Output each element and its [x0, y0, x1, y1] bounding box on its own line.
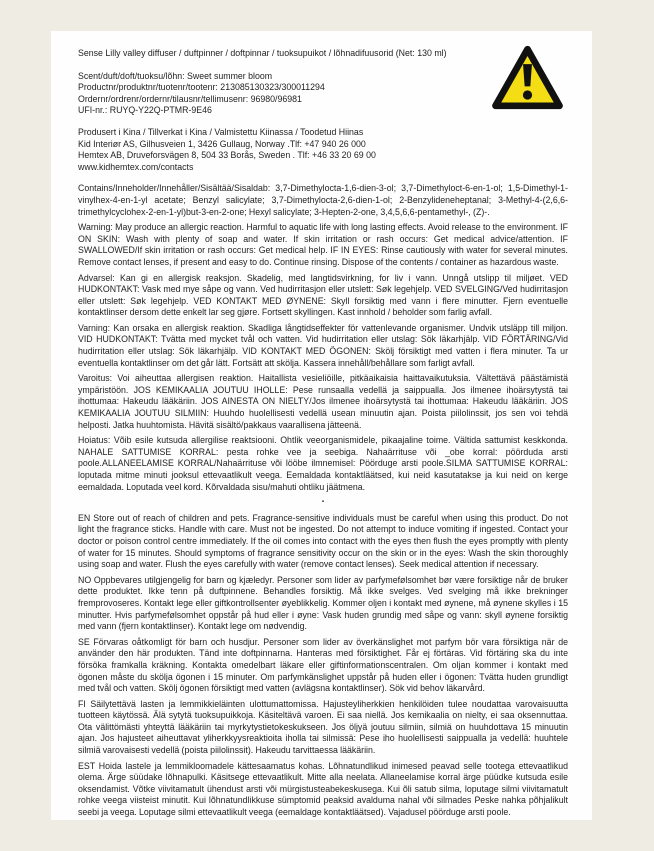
- product-number-line: Productnr/produktnr/tuotenr/tootenr: 213085130323/300011294: [78, 82, 325, 93]
- order-number-line: Ordernr/ordrenr/ordernr/tilausnr/tellimusenr: 96980/96981: [78, 93, 302, 104]
- usage-forvaras-se-paragraph: SE Förvaras oåtkomligt för barn och husdjur. Personer som lider av överkänslighet mot parfym bör vara försiktiga när de använder den här produkten. Tänd inte doftpinnarna. Hanteras med försiktighet. Får ej förtäras. Vid förtäring ska du inte försöka framkalla kräkning. Kontakta omedelbart läkare eller giftinformationscentralen. Om oljan kommer i kontakt med ögonen måste du skölja ögonen i 15 minuter. Om parfymkänslighet uppstår på huden eller i ögonen: Tvätta huden grundligt med tvål och vatten. Skölj ögonen försiktigt med vatten (avlägsna kontaktlinser). Sök vid behov läkarvård.: [78, 636, 568, 694]
- warning-triangle-icon: [489, 44, 566, 111]
- separator-dot: ▪: [321, 499, 325, 506]
- hazard-hoiatus-est-paragraph: Hoiatus: Võib esile kutsuda allergilise reaktsiooni. Ohtlik veeorganismidele, pikaajaline toime. Vältida sattumist keskkonda. NAHALE SATTUMISE KORRAL: pesta rohke vee ja seebiga. Nahaärrituse või _obe korral: pöörduda arsti poole.ALLANEELAMISE KORRAL/Nahaärrituse või lööbe ilmnemisel: Pöörduge arsti poole.SILMA SATTUMISE KORRAL: loputada mitme minuti jooksul ettevaatlikult veega. Eemaldada kontaktläätsed, kui neid kasutatakse ja kui neid on kerge eemaldada. Loputada veel kord. Kõrvaldada sisu/mahuti ohtliku jäätmena.: [78, 435, 568, 492]
- usage-hoida-est-paragraph: EST Hoida lastele ja lemmikloomadele kättesaamatus kohas. Lõhnatundlikud inimesed peavad selle tootega ettevaatlikud olema. Ärge süüdake lõhnapulki. Käsitsege ettevaatlikult. Mitte alla neelata. Allaneelamise korral ärge püüdke kutsuda esile oksendamist. Võtke viivitamatult ühendust arsti või mürgistusteabekeskusega. Kui õli satub silma, loputage silmi viivitamatult rohke veega viisteist minutit. Kui lõhnatundlikkuse sümptomid peaksid avalduma nahal või silmades Peske nahka põhjalikult seebi ja veega. Loputage silmi ettevaatlikult veega (eemaldage kontaktläätsed). Vajadusel pöörduge arsti poole.: [78, 760, 568, 818]
- ufi-number-line: UFI-nr.: RUYQ-Y22Q-PTMR-9E46: [78, 105, 212, 116]
- hazard-varning-se-paragraph: Varning: Kan orsaka en allergisk reaktion. Skadliga långtidseffekter för vattenlevande organismer. Undvik utsläpp till miljon. VID HUDKONTAKT: Tvätta med mycket tvål och vatten. Vid hudirritation eller utslag: Sök läkarhjälp. VID FÖRTÄRING/Vid hudirritation eller utslag: Sök läkarhjälp. VID KONTAKT MED ÖGONEN: Skölj försiktigt med vatten i flera minuter. Ta ur eventuella kontaktlinser om det går lätt. Fortsätt att skölja. Kassera innehåll/behållare som farligt avfall.: [78, 322, 568, 368]
- usage-oppbevares-no-paragraph: NO Oppbevares utilgjengelig for barn og kjæledyr. Personer som lider av parfymefølsomhet bør være forsiktige når de bruker dette produktet. Ikke tenn på duftpinnene. Behandles forsiktig. Må ikke svelges. Ved svelging må ikke brekninger fremprovoseres. Kontakt lege eller giftkontrollsenter øyeblikkelig. Kommer oljen i kontakt med øynene, må øynene skylles i 15 minutter. Hvis parfymefølsomhet oppstår på hud eller i øyne: Vask huden grundig med såpe og vann: skyll øynene forsiktig med vann (fjern kontaktlinser). Kontakt lege om nødvendig.: [78, 574, 568, 632]
- scent-line: Scent/duft/doft/tuoksu/lõhn: Sweet summer bloom: [78, 70, 273, 81]
- product-title: Sense Lilly valley diffuser / duftpinner / doftpinnar / tuoksupuikot / lõhnadifuusorid (Net: 130 ml): [78, 48, 447, 58]
- contains-ingredients-paragraph: Contains/Inneholder/Innehåller/Sisältää/Sisaldab: 3,7-Dimethylocta-1,6-dien-3-ol; 3,7-Dimethyloct-6-en-1-ol; 1,5-Dimethyl-1-vinylhex-4-en-1-yl acetate; Benzyl salicylate; 3,7-Dimethylocta-2,6-dien-1-ol; 2-Benzylideneheptanal; 3-Methyl-4-(2,6,6-trimethylcyclohex-2-en-1-yl)but-3-en-2-one; Hexyl salicylate; 3-Hepten-2-one, 3,4,5,6,6-pentamethyl-, (Z)-.: [78, 183, 568, 217]
- norway-address-line: Kid Interiør AS, Gilhusveien 1, 3426 Gullaug, Norway .Tlf: +47 940 26 000: [78, 138, 366, 149]
- hazard-varoitus-fi-paragraph: Varoitus: Voi aiheuttaa allergisen reaktion. Haitallista vesieliöille, pitkäaikaisia haittavaikutuksia. Vältettävä päästämistä ympäristöön. JOS KEMIKAALIA JOUTUU IHOLLE: Pese runsaalla vedellä ja saippualla. Jos ilmenee ihoärsytystä tai ihottumaa: Hakeudu lääkäriin. JOS AINESTA ON NIELTY/Jos ilmenee ihoärsytystä tai ihottumaa: Hakeudu lääkäriin. JOS KEMIKAALIA JOUTUU SILMIIN: Huuhdo huolellisesti vedellä usean minuutin ajan. Poista piilolinssit, jos sen voi tehdä helposti. Jatka huuhtomista. Hävitä sisältö/pakkaus vaarallisena jätteenä.: [78, 373, 568, 430]
- usage-sailytettava-fi-paragraph: FI Säilytettävä lasten ja lemmikkieläinten ulottumattomissa. Hajusteyliherkkien henkilöiden tulee noudattaa varovaisuutta tuotteen käytössä. Älä sytytä tuoksupuikkoja. Käsiteltävä varoen. Ei saa niellä. Jos kemikaalia on nielty, ei saa oksennuttaa. Ota välittömästi yhteyttä lääkäriin tai myrkytystietokeskukseen. Jos öljyä joutuu silmiin, silmiä on huuhdottava 15 minuutin ajan. Jos hajusteet aiheuttavat yliherkkyysreaktioita iholla tai silmissä: Pese iho huolellisesti saippualla ja vedellä: huuhtele silmiä varovaisesti vedellä (poista piilolinssit). Hakeudu tarvittaessa lääkäriin.: [78, 698, 568, 756]
- origin-line: Produsert i Kina / Tillverkat i Kina / Valmistettu Kiinassa / Toodetud Hiinas: [78, 126, 364, 137]
- usage-store-en-paragraph: EN Store out of reach of children and pets. Fragrance-sensitive individuals must be careful when using this product. Do not light the fragrance sticks. Handle with care. Must not be ingested. Do not attempt to induce vomiting if ingested. Contact your doctor or poison control centre immediately. If the oil comes into contact with the eyes then flush the eyes promptly with plenty of water for 15 minutes. Should symptoms of fragrance sensitivity occur on the skin or in the eyes: Wash the skin thoroughly using soap and water. Flush the eyes carefully with water (remove contact lenses). Seek medical attention if necessary.: [78, 512, 568, 570]
- hazard-warning-en-paragraph: Warning: May produce an allergic reaction. Harmful to aquatic life with long lasting effects. Avoid release to the environment. IF ON SKIN: Wash with plenty of soap and water. If skin irritation or rash occurs: Get medical advice/attention. IF SWALLOWED/If skin irritation or rash occurs: Get medical help. IF IN EYES: Rinse cautiously with water for several minutes. Remove contact lenses, if present and easy to do. Continue rinsing. Dispose of the contents / container as hazardous waste.: [78, 222, 568, 267]
- contact-url: www.kidhemtex.com/contacts: [78, 161, 194, 172]
- sweden-address-line: Hemtex AB, Druveforsvägen 8, 504 33 Borås, Sweden . Tlf: +46 33 20 69 00: [78, 150, 376, 161]
- hazard-advarsel-no-paragraph: Advarsel: Kan gi en allergisk reaksjon. Skadelig, med langtidsvirkning, for liv i vann. Unngå utslipp til miljøet. VED HUDKONTAKT: Vask med mye såpe og vann. Ved hudirritasjon eller utslett: Søk legehjelp. VED SVELGING/Ved hudirritasjon eller utslett: Søk legehjelp. VED KONTAKT MED ØYNENE: Skyll forsiktig med vann i flere minutter. Fjern eventuelle kontaktlinser dersom dette enkelt lar seg gjøre. Fortsett skyllingen. Kast innhold / beholder som farlig avfall.: [78, 272, 568, 318]
- label-page: [51, 31, 592, 820]
- manufacturer-block: [78, 127, 568, 173]
